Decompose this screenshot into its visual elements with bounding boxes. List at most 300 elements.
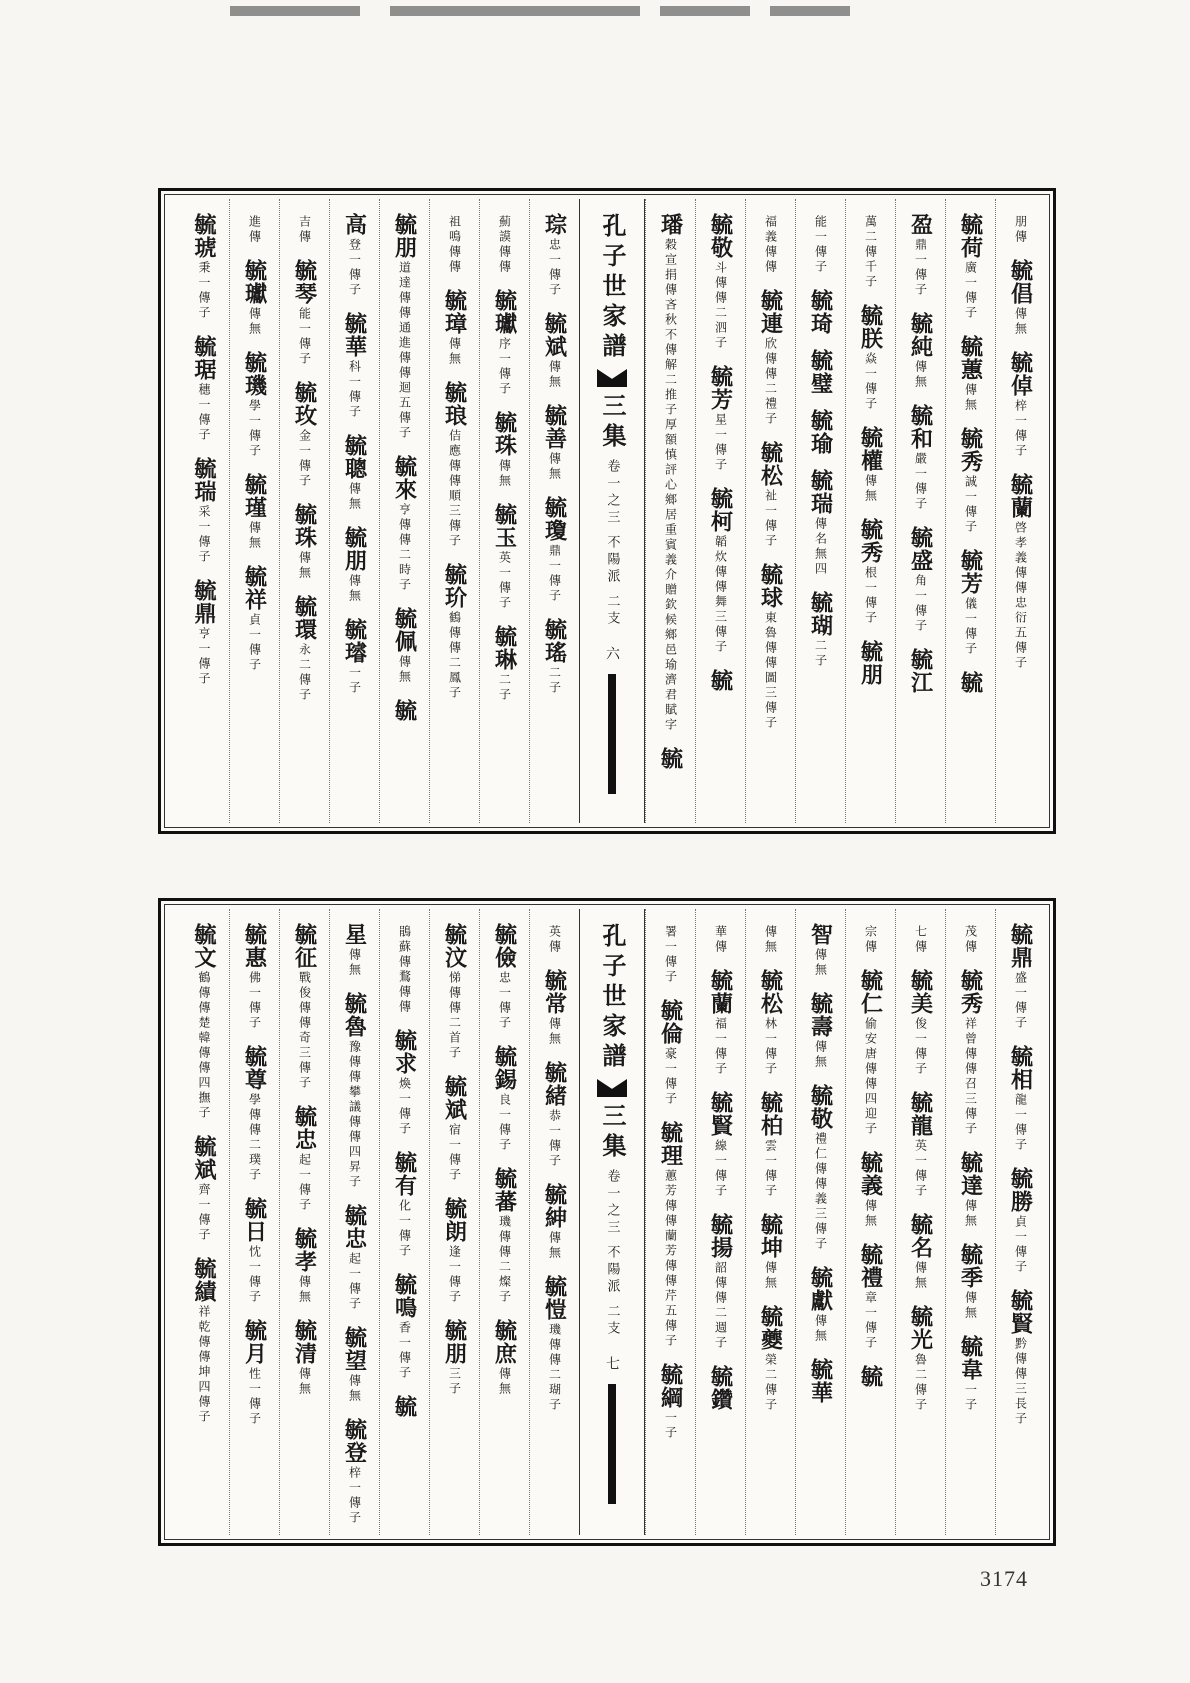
note-line: 儀一	[963, 597, 978, 627]
person-note	[548, 925, 562, 955]
person-name: 毓瑾	[241, 473, 268, 519]
person-note	[348, 1040, 362, 1190]
person-entry	[191, 923, 217, 1121]
note-line: 傳傳	[663, 1259, 678, 1289]
entry-column	[645, 199, 695, 823]
note-line: 義傳	[1013, 551, 1028, 581]
note-line: 傳子	[963, 1107, 978, 1137]
person-entry	[808, 992, 834, 1070]
note-line: 傳傳	[297, 1001, 312, 1031]
person-entry	[664, 923, 678, 985]
person-note	[864, 352, 878, 412]
person-note	[548, 1109, 562, 1169]
note-line: 祉一	[763, 489, 778, 519]
person-note	[814, 215, 828, 275]
person-entry	[542, 618, 568, 696]
person-note	[914, 1017, 928, 1077]
person-entry	[392, 1151, 418, 1259]
person-entry	[542, 1183, 568, 1261]
note-line: 貞一	[247, 613, 262, 643]
note-line: 奇三	[297, 1031, 312, 1061]
person-entry	[858, 1365, 884, 1388]
person-note	[498, 1367, 512, 1397]
note-line: 英一	[497, 551, 512, 581]
person-note	[398, 925, 412, 1015]
person-entry	[958, 1243, 984, 1321]
entry-column	[529, 199, 579, 823]
person-entry	[442, 289, 468, 367]
note-line: 傳子	[397, 411, 412, 441]
note-line: 傳無	[813, 1040, 828, 1070]
note-line: 焱一	[863, 352, 878, 382]
person-note	[914, 1139, 928, 1199]
note-line: 韶傳	[713, 1261, 728, 1291]
note-line: 采一	[197, 505, 211, 535]
person-entry	[492, 1319, 518, 1397]
person-entry	[808, 469, 834, 577]
note-line: 傳子	[497, 1001, 512, 1031]
note-line: 無四	[813, 547, 828, 577]
person-entry	[708, 1091, 734, 1199]
note-line: 傳	[247, 230, 262, 245]
person-note	[714, 413, 728, 473]
person-name: 毓朕	[857, 304, 884, 350]
note-line: 傳吝	[663, 283, 678, 313]
person-note	[548, 1017, 562, 1047]
note-line: 豪一	[663, 1047, 678, 1077]
person-note	[764, 489, 778, 549]
note-line: 穀	[663, 238, 678, 253]
note-line: 傳傳	[397, 291, 412, 321]
person-entry	[958, 1151, 984, 1229]
person-note	[664, 925, 678, 985]
person-note	[764, 1017, 778, 1077]
person-note	[764, 611, 778, 731]
note-line: 傳子	[663, 955, 678, 985]
person-note	[248, 1093, 262, 1183]
note-line: 傳	[713, 940, 728, 955]
note-line: 傳子	[963, 627, 978, 657]
person-note	[498, 1093, 512, 1153]
person-note	[248, 1367, 262, 1427]
person-entry	[1008, 473, 1034, 671]
note-line: 禮仁	[813, 1132, 828, 1162]
note-line: 登一	[347, 238, 362, 268]
person-name: 毓清	[291, 1319, 318, 1365]
person-name: 毓龍	[907, 1091, 934, 1137]
genealogy-page-6	[158, 188, 1056, 834]
person-note	[964, 597, 978, 657]
person-note	[1014, 521, 1028, 671]
note-line: 傳子	[763, 519, 778, 549]
person-note	[864, 1199, 878, 1229]
note-line: 傳傳	[813, 1162, 828, 1192]
note-line: 首子	[447, 1031, 462, 1061]
person-name: 毓禮	[857, 1243, 884, 1289]
person-name: 毓坤	[757, 1213, 784, 1259]
person-entry	[342, 1326, 368, 1404]
person-note	[814, 1132, 828, 1252]
person-entry	[758, 1305, 784, 1413]
person-entry	[958, 335, 984, 413]
person-note	[348, 360, 362, 420]
person-name: 毓琚	[191, 335, 217, 381]
person-entry	[542, 1275, 568, 1413]
person-entry	[1008, 1167, 1034, 1275]
note-line: 子厚	[663, 403, 678, 433]
person-name: 毓瑚	[807, 591, 834, 637]
person-entry	[448, 213, 462, 275]
person-note	[964, 383, 978, 413]
note-line: 傳傳	[763, 245, 778, 275]
note-line: 傳三	[1013, 1367, 1028, 1397]
entry-column	[745, 909, 795, 1535]
person-name: 毓鼎	[191, 579, 217, 625]
person-name: 毓	[957, 671, 984, 694]
person-entry	[914, 923, 928, 955]
note-line: 永二	[297, 643, 312, 673]
note-line: 二子	[497, 673, 512, 703]
note-line: 傳子	[913, 1047, 928, 1077]
note-line: 傳解	[663, 343, 678, 373]
note-line: 傳無	[547, 1017, 562, 1047]
note-line: 傳無	[347, 482, 362, 512]
note-line: 茂	[963, 925, 978, 940]
person-name: 毓夔	[757, 1305, 784, 1351]
note-line: 衍五	[1013, 611, 1028, 641]
person-entry	[191, 213, 217, 321]
person-entry	[808, 409, 834, 455]
note-line: 傳	[863, 940, 878, 955]
note-line: 傳二	[397, 533, 412, 563]
person-entry	[442, 563, 468, 701]
person-entry	[858, 969, 884, 1137]
person-name: 毓	[707, 669, 734, 692]
person-note	[1014, 399, 1028, 459]
person-entry	[342, 1418, 368, 1526]
note-line: 傳子	[247, 1275, 262, 1305]
person-note	[448, 337, 462, 367]
note-line: 傳無	[963, 383, 978, 413]
entry-column	[379, 909, 429, 1535]
note-line: 傳忠	[1013, 581, 1028, 611]
person-entry	[392, 1273, 418, 1381]
note-line: 芹五	[663, 1289, 678, 1319]
note-line: 傳無	[297, 1367, 312, 1397]
person-note	[914, 238, 928, 298]
person-note	[448, 429, 462, 549]
person-entry	[808, 1084, 834, 1252]
person-note	[398, 655, 412, 685]
person-name: 毓忠	[341, 1204, 368, 1250]
entry-column	[279, 199, 329, 823]
person-note	[498, 215, 512, 275]
note-line: 傳四	[863, 1077, 878, 1107]
person-name: 毓月	[241, 1319, 268, 1365]
note-line: 鼎一	[913, 238, 928, 268]
note-line: 傳子	[347, 390, 362, 420]
note-line: 傳二	[447, 641, 462, 671]
person-name: 毓松	[757, 441, 784, 487]
person-entry	[958, 969, 984, 1137]
person-entry	[542, 213, 568, 298]
person-note	[298, 215, 312, 245]
person-note	[448, 1245, 462, 1305]
person-note	[348, 948, 362, 978]
person-name: 璠	[657, 213, 684, 236]
note-line: 傳四	[197, 1061, 211, 1091]
note-line: 無	[763, 940, 778, 955]
person-name: 毓	[657, 747, 684, 770]
person-name: 毓朋	[857, 640, 884, 686]
person-note	[197, 1305, 211, 1425]
collection-title: 三集	[598, 393, 627, 453]
note-line: 傳無	[913, 360, 928, 390]
person-note	[548, 238, 562, 298]
note-line: 一子	[663, 1411, 678, 1441]
note-line: 傳子	[297, 673, 312, 703]
person-name: 毓斌	[541, 312, 568, 358]
person-entry	[342, 618, 368, 696]
note-line: 傳二	[713, 291, 728, 321]
person-entry	[908, 526, 934, 634]
note-line: 三子	[447, 1367, 462, 1397]
person-note	[498, 971, 512, 1031]
note-line: 傳	[963, 940, 978, 955]
note-line: 義三	[813, 1192, 828, 1222]
note-line: 忱一	[247, 1245, 262, 1275]
person-name: 毓賢	[1007, 1289, 1034, 1335]
note-line: 忠一	[547, 238, 562, 268]
note-line: 傳無	[1013, 307, 1028, 337]
person-entry	[492, 1045, 518, 1153]
person-name: 毓蘭	[1007, 473, 1034, 519]
note-line: 傳無	[763, 1261, 778, 1291]
entry-column	[995, 909, 1045, 1535]
person-entry	[442, 1075, 468, 1183]
note-line: 傳楚	[197, 1001, 211, 1031]
person-name: 毓松	[757, 969, 784, 1015]
person-note	[864, 566, 878, 626]
note-line: 亨傳	[397, 503, 412, 533]
person-name: 毓璋	[441, 289, 468, 335]
note-line: 週子	[713, 1321, 728, 1351]
person-name: 毓揚	[707, 1213, 734, 1259]
person-entry	[908, 648, 934, 694]
note-line: 傳子	[197, 291, 211, 321]
person-note	[1014, 1215, 1028, 1275]
note-line: 傳	[1013, 230, 1028, 245]
person-note	[448, 611, 462, 701]
note-line: 評心	[663, 463, 678, 493]
person-note	[664, 1047, 678, 1107]
note-line: 盛一	[1013, 971, 1028, 1001]
person-name: 毓瓛	[241, 259, 268, 305]
person-entry	[342, 992, 368, 1190]
note-line: 傳子	[813, 1222, 828, 1252]
person-name: 毓秀	[957, 969, 984, 1015]
person-note	[764, 1139, 778, 1199]
note-line: 欣傳	[763, 337, 778, 367]
person-name: 毓祥	[241, 565, 268, 611]
person-note	[298, 971, 312, 1091]
note-line: 韓傳	[197, 1031, 211, 1061]
person-name: 毓蕙	[957, 335, 984, 381]
note-line: 序一	[497, 337, 512, 367]
note-line: 傳無	[247, 307, 262, 337]
note-line: 傳子	[763, 1383, 778, 1413]
person-note	[498, 551, 512, 611]
note-line: 俊一	[913, 1017, 928, 1047]
person-entry	[864, 213, 878, 290]
note-line: 梓一	[1013, 399, 1028, 429]
note-line: 章一	[863, 1291, 878, 1321]
entry-column	[745, 199, 795, 823]
person-note	[914, 1261, 928, 1291]
person-note	[864, 215, 878, 290]
note-line: 傳子	[663, 1077, 678, 1107]
person-note	[664, 1169, 678, 1349]
person-name: 毓荷	[957, 213, 984, 259]
person-entry	[808, 591, 834, 669]
note-line: 瑚子	[547, 1383, 562, 1413]
note-line: 傳子	[297, 459, 312, 489]
person-name: 琮	[541, 213, 568, 236]
person-note	[248, 613, 262, 673]
person-entry	[764, 923, 778, 955]
person-name: 毓華	[341, 312, 368, 358]
note-line: 傳	[297, 230, 312, 245]
person-note	[1014, 215, 1028, 245]
note-line: 傳子	[963, 291, 978, 321]
note-line: 額慎	[663, 433, 678, 463]
note-line: 薊謨	[497, 215, 512, 245]
person-note	[548, 1323, 562, 1413]
entry-column	[895, 199, 945, 823]
person-name: 毓柏	[757, 1091, 784, 1137]
note-line: 璞子	[247, 1153, 262, 1183]
note-line: 穗一	[197, 383, 211, 413]
person-name: 毓	[391, 699, 418, 722]
person-entry	[542, 404, 568, 482]
note-line: 傳無	[247, 521, 262, 551]
person-note	[764, 925, 778, 955]
person-name: 毓鼎	[1007, 923, 1034, 969]
note-line: 傳子	[763, 1169, 778, 1199]
person-entry	[708, 213, 734, 351]
note-line: 迴五	[397, 381, 412, 411]
person-entry	[758, 289, 784, 427]
note-line: 秋不	[663, 313, 678, 343]
person-name: 毓倫	[657, 999, 684, 1045]
person-entry	[858, 426, 884, 504]
note-line: 傳子	[763, 1047, 778, 1077]
note-line: 傳傳	[447, 459, 462, 489]
person-name: 毓璣	[241, 351, 268, 397]
note-line: 煥一	[397, 1077, 412, 1107]
note-line: 傳子	[397, 1351, 412, 1381]
person-name: 毓環	[291, 595, 318, 641]
note-line: 傳名	[813, 517, 828, 547]
note-line: 科一	[347, 360, 362, 390]
person-entry	[814, 213, 828, 275]
person-name: 毓善	[541, 404, 568, 450]
note-line: 傳傳	[497, 245, 512, 275]
person-name: 毓鑽	[707, 1365, 734, 1411]
person-name: 毓玫	[291, 381, 318, 427]
person-name: 毓壽	[807, 992, 834, 1038]
person-name: 毓征	[291, 923, 318, 969]
person-name: 毓義	[857, 1151, 884, 1197]
person-name: 毓蕃	[491, 1167, 518, 1213]
person-note	[298, 551, 312, 581]
person-name: 毓望	[341, 1326, 368, 1372]
note-line: 時子	[397, 563, 412, 593]
note-line: 誠一	[963, 475, 978, 505]
person-entry	[442, 923, 468, 1061]
note-line: 傳子	[763, 701, 778, 731]
person-entry	[498, 213, 512, 275]
person-note	[448, 1367, 462, 1397]
person-note	[764, 1261, 778, 1291]
person-note	[714, 925, 728, 955]
person-entry	[808, 923, 834, 978]
note-line: 化一	[397, 1199, 412, 1229]
person-note	[197, 1183, 211, 1243]
person-name: 毓	[391, 1395, 418, 1418]
note-line: 傳鶩	[397, 955, 412, 985]
person-entry	[1008, 923, 1034, 1031]
person-entry	[1008, 1045, 1034, 1153]
note-line: 鶴傳	[447, 611, 462, 641]
entry-column	[945, 909, 995, 1535]
note-line: 長子	[1013, 1397, 1028, 1427]
person-entry	[708, 487, 734, 655]
person-note	[814, 639, 828, 669]
person-note	[864, 474, 878, 504]
note-line: 傳子	[247, 1397, 262, 1427]
note-line: 戰俊	[297, 971, 312, 1001]
entry-column	[795, 909, 845, 1535]
person-note	[498, 337, 512, 397]
person-entry	[392, 1395, 418, 1418]
note-line: 傳四	[347, 1130, 362, 1160]
entry-column	[329, 909, 379, 1535]
person-entry	[242, 923, 268, 1031]
note-line: 議傳	[347, 1100, 362, 1130]
note-line: 傳子	[297, 1183, 312, 1213]
note-line: 傳傳	[397, 985, 412, 1015]
note-line: 起一	[297, 1153, 312, 1183]
person-name: 毓季	[957, 1243, 984, 1289]
note-line: 宗	[863, 925, 878, 940]
fishtail-bar	[608, 674, 616, 794]
note-line: 傳子	[1013, 1245, 1028, 1275]
genealogy-page-7	[158, 898, 1056, 1546]
person-note	[914, 925, 928, 955]
note-line: 二子	[813, 639, 828, 669]
person-name: 毓琦	[807, 289, 834, 335]
entry-column	[179, 199, 229, 823]
person-name: 智	[807, 923, 834, 946]
note-line: 祥曾	[963, 1017, 978, 1047]
person-note	[964, 1383, 978, 1413]
note-line: 韜炊	[713, 535, 728, 565]
person-entry	[242, 1045, 268, 1183]
person-note	[548, 360, 562, 390]
note-line: 傳無	[547, 1231, 562, 1261]
note-line: 二傳	[863, 230, 878, 260]
